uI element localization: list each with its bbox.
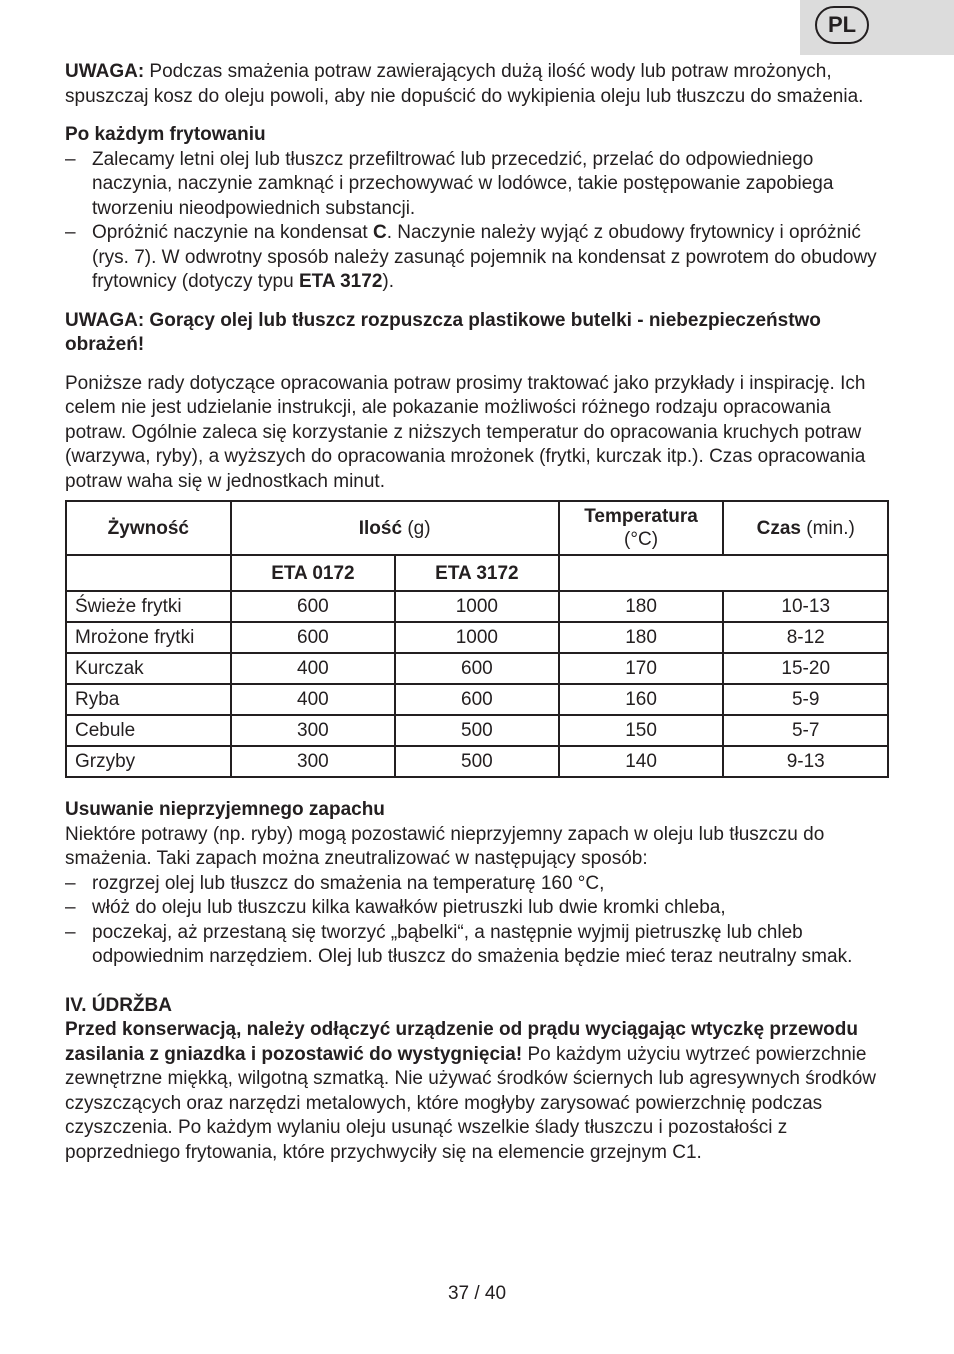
- page-content: [65, 60, 895, 1165]
- cell-time: 5-7: [723, 715, 888, 746]
- cell-qty-3172: 1000: [395, 622, 558, 653]
- page-number: 37 / 40: [447, 1283, 507, 1304]
- language-tab: [800, 0, 954, 55]
- warning-paragraph-2: UWAGA: Gorący olej lub tłuszcz rozpuszcza plastikowe butelki - niebezpieczeństwo obrażeń!: [65, 309, 821, 355]
- cell-food: Grzyby: [66, 746, 231, 777]
- cell-time: 5-9: [723, 684, 888, 715]
- cell-qty-3172: 600: [395, 684, 558, 715]
- warning-label: UWAGA:: [65, 61, 145, 82]
- table-row: [66, 622, 888, 653]
- cell-food: Ryba: [66, 684, 231, 715]
- cell-qty-3172: 1000: [395, 591, 558, 622]
- table-subheader-row: [66, 555, 888, 591]
- cell-qty-3172: 500: [395, 715, 558, 746]
- list-item-text: Zalecamy letni olej lub tłuszcz przefiltrować lub przecedzić, przelać do odpowiedniego naczynia, naczynie zamknąć i przechowywać w lodówce, takie postępowanie zapobiega tworzeniu nieodpowiednich substancji.: [92, 148, 834, 219]
- header-food: Żywność: [66, 501, 231, 555]
- cell-temperature: 140: [559, 746, 724, 777]
- language-badge: PL: [815, 6, 869, 44]
- cell-food: Świeże frytki: [66, 591, 231, 622]
- table-header-row: [66, 501, 888, 555]
- header-time: Czas (min.): [723, 501, 888, 555]
- maintenance-heading: IV. ÚDRŽBA: [65, 994, 172, 1016]
- intro-paragraph: Poniższe rady dotyczące opracowania potraw prosimy traktować jako przykłady i inspirację. Ich celem nie jest udzielanie instrukcji, ale pokazanie możliwości różnego rodzaju opracowania potraw. Ogólnie zaleca się korzystanie z niższych temperatur do opracowania kruchych potraw (warzywa, ryby), a wyższych do opracowania mrożonek (frytki, kurczak itp.). Czas opracowania potraw waha się w jednostkach minut.: [65, 372, 866, 492]
- list-item: – poczekaj, aż przestaną się tworzyć „bąbelki“, a następnie wyjmij pietruszkę lub chleb odpowiednim narzędziem. Olej lub tłuszcz do smażenia będzie mieć teraz neutralny smak.: [65, 921, 895, 970]
- cell-food: Cebule: [66, 715, 231, 746]
- cell-qty-0172: 600: [231, 622, 395, 653]
- list-item: – włóż do oleju lub tłuszczu kilka kawałków pietruszki lub dwie kromki chleba,: [65, 896, 895, 921]
- cell-temperature: 170: [559, 653, 724, 684]
- cell-qty-0172: 400: [231, 684, 395, 715]
- odor-text: Niektóre potrawy (np. ryby) mogą pozostawić nieprzyjemny zapach w oleju lub tłuszczu do smażenia. Taki zapach można zneutralizować w następujący sposób:: [65, 823, 825, 869]
- list-item-text: ).: [382, 271, 394, 292]
- maintenance-bold: Przed konserwacją, należy odłączyć urządzenie od prądu wyciągając wtyczkę przewodu zasilania z gniazdka i pozostawić do wystygnięcia!: [65, 1019, 858, 1065]
- table-row: [66, 715, 888, 746]
- cell-food: Mrożone frytki: [66, 622, 231, 653]
- list-item-text: Opróżnić naczynie na kondensat: [92, 222, 373, 243]
- cell-qty-0172: 300: [231, 715, 395, 746]
- cell-time: 8-12: [723, 622, 888, 653]
- cell-qty-0172: 400: [231, 653, 395, 684]
- odor-list: [65, 872, 895, 970]
- model-label: ETA 3172: [298, 271, 383, 292]
- cell-qty-0172: 300: [231, 746, 395, 777]
- after-frying-list: [65, 148, 895, 295]
- after-frying-heading: Po każdym frytowaniu: [65, 124, 266, 145]
- cell-time: 10-13: [723, 591, 888, 622]
- list-item: [65, 148, 895, 222]
- table-row: [66, 591, 888, 622]
- condensate-label: C: [372, 222, 387, 243]
- table-row: [66, 653, 888, 684]
- subheader-eta-3172: ETA 3172: [395, 555, 558, 591]
- cell-qty-0172: 600: [231, 591, 395, 622]
- warning-paragraph-1: [65, 60, 895, 109]
- cell-temperature: 150: [559, 715, 724, 746]
- maintenance-paragraph: [65, 1018, 895, 1165]
- warning-text: Podczas smażenia potraw zawierających dużą ilość wody lub potraw mrożonych, spuszczaj kosz do oleju powoli, aby nie dopuścić do wykipienia oleju lub tłuszczu do smażenia.: [65, 61, 864, 107]
- cell-qty-3172: 600: [395, 653, 558, 684]
- header-quantity: Ilość (g): [231, 501, 559, 555]
- odor-heading: Usuwanie nieprzyjemnego zapachu: [65, 799, 385, 820]
- cell-time: 15-20: [723, 653, 888, 684]
- list-item-text: . Naczynie należy wyjąć z obudowy frytownicy i opróżnić (rys. 7). W odwrotny sposób należy zasunąć pojemnik na kondensat z powrotem do obudowy frytownicy (dotyczy typu: [92, 222, 877, 292]
- cell-time: 9-13: [723, 746, 888, 777]
- cell-temperature: 180: [559, 622, 724, 653]
- table-row: [66, 746, 888, 777]
- header-temperature: Temperatura (°C): [559, 501, 724, 555]
- cell-temperature: 160: [559, 684, 724, 715]
- list-item: – rozgrzej olej lub tłuszcz do smażenia na temperaturę 160 °C,: [65, 872, 895, 897]
- table-row: [66, 684, 888, 715]
- cell-qty-3172: 500: [395, 746, 558, 777]
- cell-temperature: 180: [559, 591, 724, 622]
- list-item: [65, 221, 895, 295]
- cell-food: Kurczak: [66, 653, 231, 684]
- cooking-table: [65, 500, 889, 778]
- subheader-eta-0172: ETA 0172: [231, 555, 395, 591]
- maintenance-text: Po każdym użyciu wytrzeć powierzchnie zewnętrzne miękką, wilgotną szmatką. Nie używać środków ściernych lub agresywnych środków czyszczących oraz narzędzi metalowych, które mogłyby zarysować powierzchnię podczas czyszczenia. Po każdym wylaniu oleju usunąć wszelkie ślady tłuszczu i pozostałości z poprzedniego frytowania, które przychwyciły się na elemencie grzejnym C1.: [65, 1043, 876, 1163]
